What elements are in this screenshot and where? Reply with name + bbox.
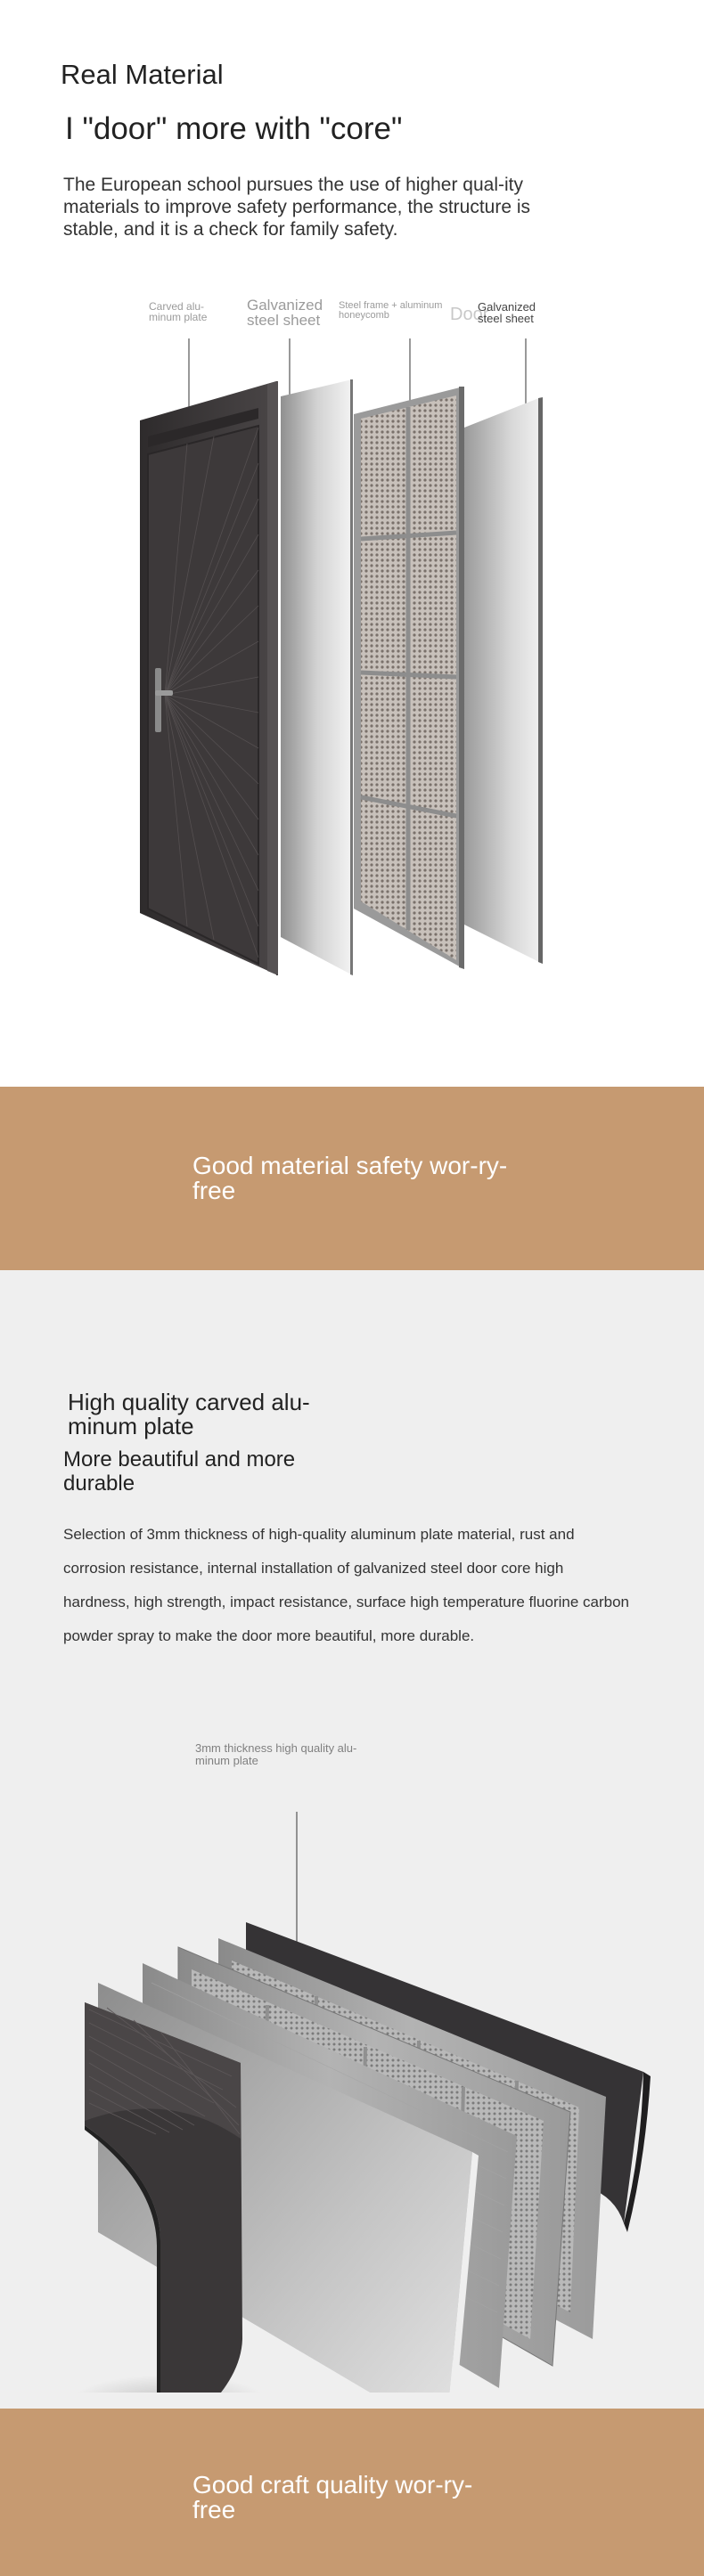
curved-layers-illustration <box>0 1769 704 2393</box>
section-title: Real Material <box>61 59 224 90</box>
door-layers-illustration <box>0 285 704 998</box>
layered-panels-diagram <box>0 1769 704 2393</box>
section-title: High quality carved alu-minum plate <box>68 1389 310 1439</box>
real-material-section <box>0 0 704 1087</box>
callout-carved-aluminum: Carved alu-minum plate <box>149 300 208 323</box>
section-subtitle: I "door" more with "core" <box>65 111 403 146</box>
banner-material-safety <box>0 1087 704 1270</box>
section-subtitle: More beautiful and more durable <box>63 1447 296 1496</box>
callout-galvanized-steel-1: Galvanized steel sheet <box>247 297 323 329</box>
section-description: The European school pursues the use of higher qual-ity materials to improve safety performance, the structure is stable, and it is a check for family safety. <box>63 175 531 240</box>
banner-craft-quality <box>0 2409 704 2576</box>
callout-galvanized-steel-2: Galvanized steel sheet <box>478 300 536 325</box>
callout-ghost-text: Door <box>450 305 489 324</box>
banner-text: Good material safety wor-ry-free <box>192 1152 508 1204</box>
banner-text: Good craft quality wor-ry-free <box>192 2471 473 2523</box>
carved-aluminum-section <box>0 1270 704 2409</box>
exploded-door-diagram <box>0 285 704 998</box>
section-description: Selection of 3mm thickness of high-quality aluminum plate material, rust and corrosion resistance, internal installation of galvanized steel door core high hardness, high strength, impact resistance, surface high temperature fluorine carbon powder spray to make the door more beautiful, more durable. <box>63 1526 630 1644</box>
callout-3mm-aluminum: 3mm thickness high quality alu-minum plate <box>195 1741 357 1767</box>
callout-steel-frame: Steel frame + aluminum honeycomb <box>339 300 443 321</box>
